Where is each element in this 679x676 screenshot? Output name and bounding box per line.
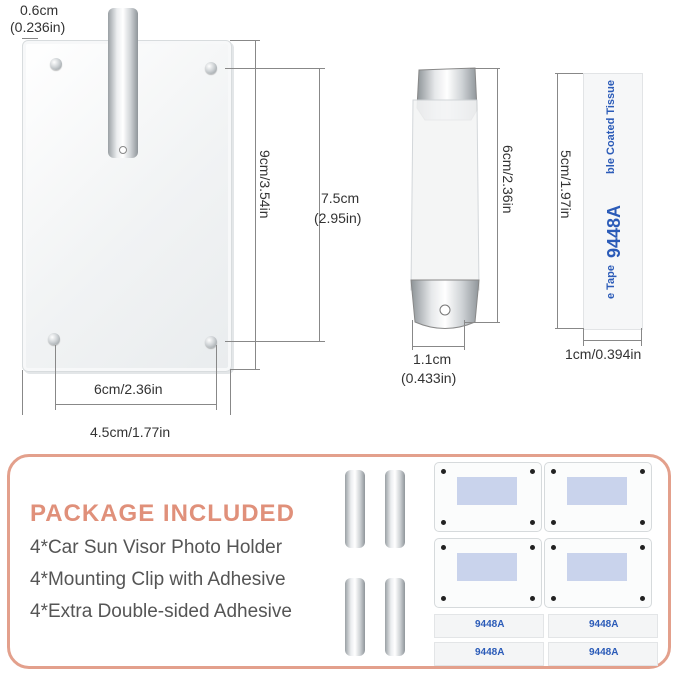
- mini-photo: [457, 553, 517, 581]
- tape-w-line: [583, 340, 641, 341]
- stud-v-top-tick: [225, 68, 325, 69]
- tape-w-left-tick: [583, 328, 584, 346]
- tape-code: 9448A: [604, 205, 624, 259]
- mini-stud: [441, 596, 446, 601]
- thickness-in: (0.236in): [10, 19, 66, 35]
- package-item-clip: 4*Mounting Clip with Adhesive: [30, 569, 286, 590]
- mini-stud: [640, 469, 645, 474]
- tape-h-top-tick: [555, 73, 583, 74]
- package-clip-2: [385, 470, 405, 548]
- clip-width-cm: 1.1cm: [413, 351, 452, 367]
- mini-stud: [551, 520, 556, 525]
- mini-stud: [441, 469, 446, 474]
- stud-h-line: [55, 404, 217, 405]
- package-holder-4: [544, 538, 652, 608]
- stud-horizontal-label: 6cm/2.36in: [94, 381, 163, 397]
- stud-vertical-in: (2.95in): [314, 210, 362, 226]
- clip-w-line: [412, 346, 465, 347]
- package-tape-1: [434, 614, 544, 638]
- tape-height-label: 5cm/1.97in: [558, 150, 574, 219]
- mounting-clip: [405, 60, 485, 350]
- mini-photo: [457, 477, 517, 505]
- clip-h-top-tick: [470, 68, 500, 69]
- tape-h-bottom-tick: [555, 328, 583, 329]
- attached-clip-hole: [119, 146, 127, 154]
- stud-vertical-cm: 7.5cm: [321, 190, 360, 206]
- package-tape-4: [548, 642, 658, 666]
- tape-text-bottom: e Tape: [605, 265, 617, 300]
- mini-stud: [640, 596, 645, 601]
- frame-height-line: [255, 40, 256, 370]
- mini-photo: [567, 477, 627, 505]
- stud-h-left-tick: [55, 345, 56, 410]
- attached-clip: [108, 8, 138, 158]
- package-item-holder: 4*Car Sun Visor Photo Holder: [30, 537, 283, 558]
- frame-width-right-tick: [230, 370, 231, 415]
- clip-h-line: [497, 68, 498, 323]
- package-tape-3: [434, 642, 544, 666]
- photo-holder: [0, 0, 250, 380]
- package-holder-1: [434, 462, 542, 532]
- mini-tape-label: 9448A: [589, 647, 619, 658]
- package-item-adhesive: 4*Extra Double-sided Adhesive: [30, 601, 292, 622]
- package-clip-1: [345, 470, 365, 548]
- clip-width-in: (0.433in): [401, 370, 457, 386]
- package-holder-3: [434, 538, 542, 608]
- stud-h-right-tick: [216, 345, 217, 410]
- package-clip-3: [345, 578, 365, 656]
- tape-text-top: ble Coated Tissue: [605, 80, 617, 174]
- frame-width-label: 4.5cm/1.77in: [90, 424, 171, 440]
- frame-width-left-tick: [22, 370, 23, 415]
- tape-w-right-tick: [641, 328, 642, 346]
- mini-stud: [530, 545, 535, 550]
- mini-stud: [441, 545, 446, 550]
- package-clip-4: [385, 578, 405, 656]
- mini-stud: [640, 545, 645, 550]
- mini-stud: [640, 520, 645, 525]
- mini-stud: [551, 545, 556, 550]
- mini-photo: [567, 553, 627, 581]
- stud-v-line: [319, 68, 320, 342]
- clip-height-label: 6cm/2.36in: [500, 145, 516, 214]
- stud-v-bottom-tick: [225, 341, 325, 342]
- mini-stud: [530, 469, 535, 474]
- package-holder-2: [544, 462, 652, 532]
- mini-stud: [441, 520, 446, 525]
- mini-stud: [530, 596, 535, 601]
- tape-width-label: 1cm/0.394in: [565, 346, 642, 362]
- mini-tape-label: 9448A: [589, 619, 619, 630]
- stud-top-left: [50, 58, 62, 70]
- package-tape-2: [548, 614, 658, 638]
- thickness-line: [22, 38, 38, 39]
- mini-stud: [551, 596, 556, 601]
- stud-top-right: [205, 62, 217, 74]
- package-title: PACKAGE INCLUDED: [30, 500, 295, 527]
- tape-label: [590, 80, 636, 320]
- frame-height-label: 9cm/3.54in: [257, 150, 273, 219]
- clip-h-bottom-tick: [465, 322, 500, 323]
- mini-tape-label: 9448A: [475, 647, 505, 658]
- clip-drawing: [405, 60, 485, 350]
- stud-bottom-left: [48, 333, 60, 345]
- mini-stud: [551, 469, 556, 474]
- thickness-cm: 0.6cm: [20, 2, 59, 18]
- mini-tape-label: 9448A: [475, 619, 505, 630]
- mini-stud: [530, 520, 535, 525]
